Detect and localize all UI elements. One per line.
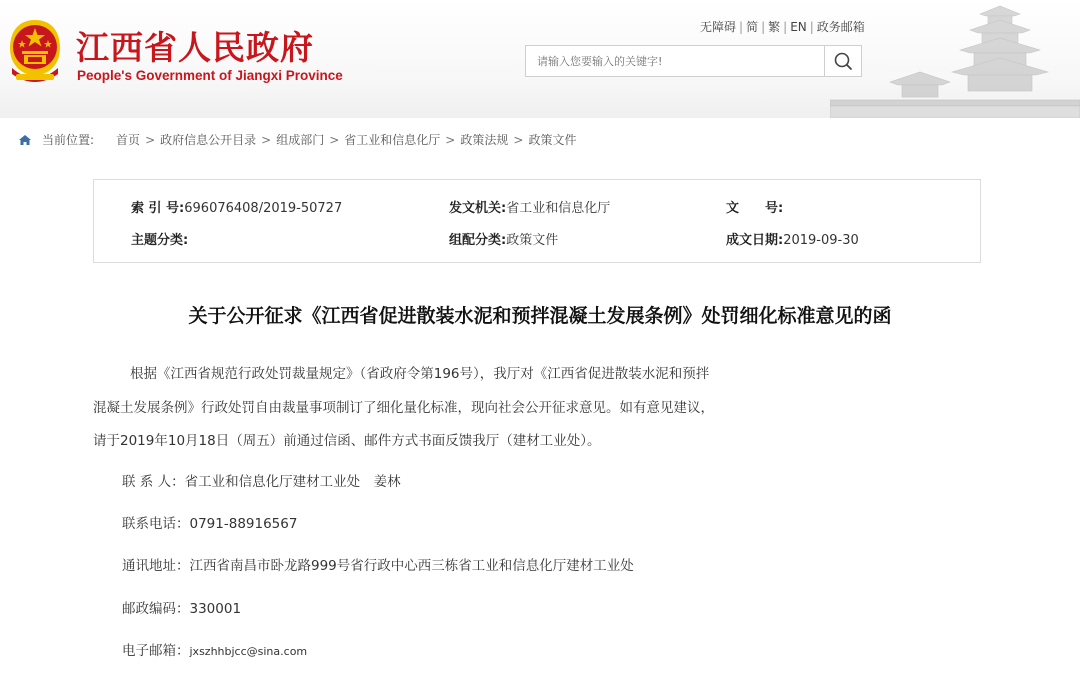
index-number-label: 索 引 号: bbox=[131, 201, 185, 216]
mailing-address bbox=[122, 554, 634, 574]
written-date-value: 2019-09-30 bbox=[783, 233, 859, 248]
simplified-chinese-link[interactable]: 简 bbox=[746, 20, 759, 34]
written-date bbox=[726, 229, 859, 248]
search-box bbox=[525, 45, 862, 77]
breadcrumb-industry-it-dept[interactable]: 省工业和信息化厅 bbox=[344, 133, 441, 147]
email-address-label: 电子邮箱： bbox=[122, 643, 190, 659]
english-link[interactable]: EN bbox=[790, 20, 807, 34]
topic-category-label: 主题分类: bbox=[131, 233, 189, 248]
index-number bbox=[131, 197, 342, 216]
contact-person-label: 联 系 人： bbox=[122, 474, 185, 490]
breadcrumb-departments[interactable]: 组成部门 bbox=[276, 133, 325, 147]
breadcrumb-gov-info-catalog[interactable]: 政府信息公开目录 bbox=[160, 133, 257, 147]
written-date-label: 成文日期: bbox=[726, 233, 784, 248]
breadcrumb-separator: > bbox=[445, 132, 456, 147]
contact-phone-value: 0791-88916567 bbox=[189, 516, 298, 532]
breadcrumb-separator: > bbox=[261, 132, 272, 147]
breadcrumb-separator: > bbox=[145, 132, 156, 147]
postal-code-value: 330001 bbox=[189, 601, 242, 617]
mailing-address-value: 江西省南昌市卧龙路999号省行政中心西三栋省工业和信息化厅建材工业处 bbox=[189, 558, 634, 574]
document-number-label: 文 号: bbox=[726, 201, 784, 216]
assembly-category bbox=[449, 229, 558, 248]
breadcrumb bbox=[18, 131, 576, 148]
body-line-2: 混凝土发展条例》行政处罚自由裁量事项制订了细化量化标准，现向社会公开征求意见。如有意见建议， bbox=[93, 400, 714, 416]
gov-mail-link[interactable]: 政务邮箱 bbox=[816, 20, 865, 34]
contact-phone bbox=[122, 512, 297, 532]
contact-phone-label: 联系电话： bbox=[122, 516, 190, 532]
email-address-value[interactable]: jxszhhbjcc@sina.com bbox=[189, 645, 308, 658]
national-emblem-icon bbox=[6, 18, 64, 84]
home-icon bbox=[18, 134, 32, 146]
body-line-1: 根据《江西省规范行政处罚裁量规定》（省政府令第196号），我厅对《江西省促进散装水泥和预拌 bbox=[130, 366, 710, 382]
site-title: 江西省人民政府 bbox=[76, 28, 314, 67]
search-input[interactable] bbox=[526, 46, 826, 76]
traditional-chinese-link[interactable]: 繁 bbox=[768, 20, 781, 34]
document-number bbox=[726, 197, 783, 216]
breadcrumb-label: 当前位置: bbox=[42, 133, 95, 147]
assembly-category-value: 政策文件 bbox=[506, 233, 559, 248]
issuing-authority bbox=[449, 197, 610, 216]
index-number-value: 696076408/2019-50727 bbox=[184, 201, 343, 216]
mailing-address-label: 通讯地址： bbox=[122, 558, 190, 574]
postal-code bbox=[122, 597, 241, 617]
contact-person-value: 省工业和信息化厅建材工业处 姜林 bbox=[184, 474, 401, 490]
site-header bbox=[0, 0, 1080, 118]
topic-category bbox=[131, 229, 188, 248]
contact-person bbox=[122, 470, 401, 490]
issuing-authority-value: 省工业和信息化厅 bbox=[506, 201, 611, 216]
top-links: 无障碍 | 简 | 繁 | EN | 政务邮箱 bbox=[700, 20, 865, 34]
email-address bbox=[122, 639, 307, 659]
article-title: 关于公开征求《江西省促进散装水泥和预拌混凝土发展条例》处罚细化标准意见的函 bbox=[188, 305, 892, 327]
pavilion-icon bbox=[830, 0, 1080, 118]
body-line-3: 请于2019年10月18日（周五）前通过信函、邮件方式书面反馈我厅（建材工业处）。 bbox=[93, 433, 601, 449]
breadcrumb-policy-documents[interactable]: 政策文件 bbox=[528, 133, 577, 147]
breadcrumb-policy-regulations[interactable]: 政策法规 bbox=[460, 133, 509, 147]
breadcrumb-separator: > bbox=[513, 132, 524, 147]
assembly-category-label: 组配分类: bbox=[449, 233, 507, 248]
document-info-box bbox=[93, 179, 981, 263]
breadcrumb-home[interactable]: 首页 bbox=[116, 133, 141, 147]
site-subtitle: People's Government of Jiangxi Province bbox=[77, 68, 343, 83]
accessibility-link[interactable]: 无障碍 bbox=[700, 20, 737, 34]
breadcrumb-separator: > bbox=[329, 132, 340, 147]
issuing-authority-label: 发文机关: bbox=[449, 201, 507, 216]
postal-code-label: 邮政编码： bbox=[122, 601, 190, 617]
